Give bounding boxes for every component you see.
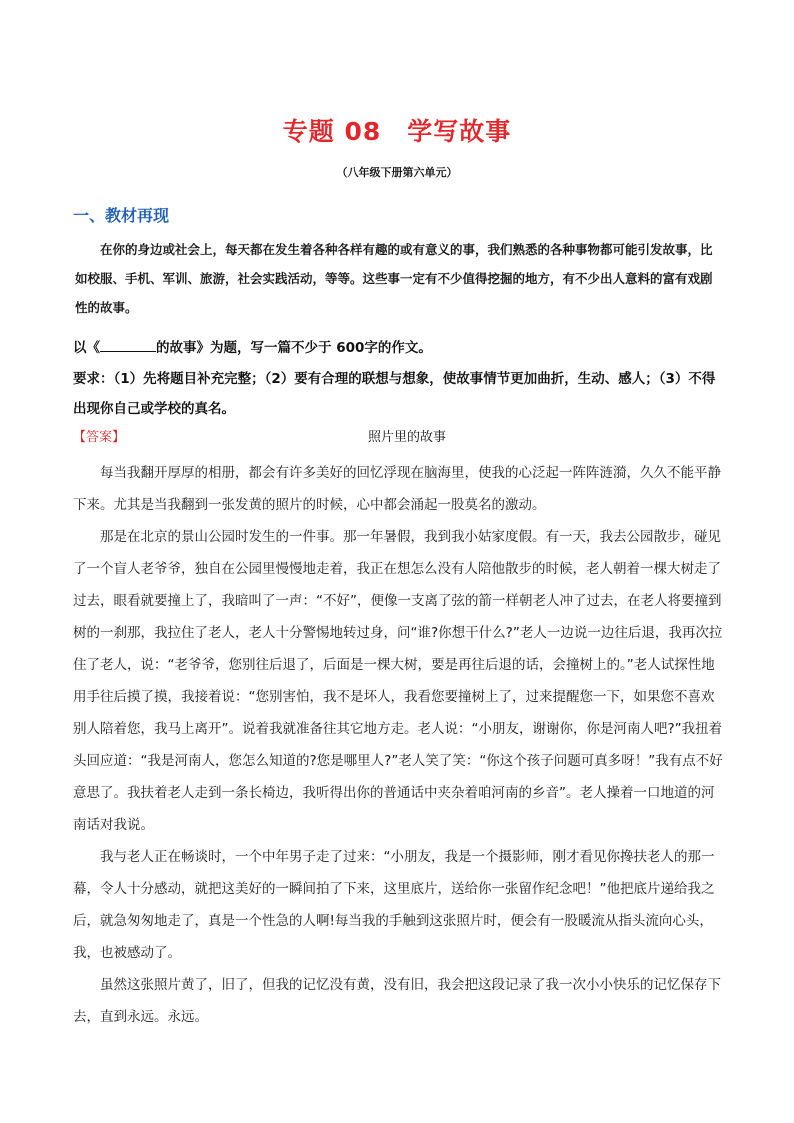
title-topic-number: 专题 08 bbox=[282, 117, 382, 146]
fill-in-blank bbox=[100, 337, 156, 352]
answer-label: 【答案】 bbox=[73, 430, 126, 445]
page-subtitle: （八年级下册第六单元） bbox=[336, 166, 458, 179]
answer-header bbox=[73, 427, 725, 449]
story-paragraph: 虽然这张照片黄了，旧了，但我的记忆没有黄，没有旧，我会把这段记录了我一次小小快乐的记忆保存下去，直到永远。永远。 bbox=[73, 977, 721, 1025]
story-body bbox=[73, 457, 725, 1033]
intro-paragraph: 在你的身边或社会上，每天都在发生着各种各样有趣的或有意义的事，我们熟悉的各种事物都可能引发故事，比如校服、手机、军训、旅游，社会实践活动，等等。这些事一定有不少值得挖掘的地方，有不少出人意料的富有戏剧性的故事。 bbox=[75, 242, 713, 315]
story-paragraph: 每当我翻开厚厚的相册，都会有许多美好的回忆浮现在脑海里，使我的心泛起一阵阵涟漪，久久不能平静下来。尤其是当我翻到一张发黄的照片的时候，心中都会涌起一股莫名的激动。 bbox=[73, 465, 721, 513]
story-title: 照片里的故事 bbox=[368, 430, 447, 445]
section-heading: 一、教材再现 bbox=[73, 206, 170, 225]
story-paragraph: 我与老人正在畅谈时，一个中年男子走了过来：“小朋友，我是一个摄影师，刚才看见你搀扶老人的那一幕，令人十分感动，就把这美好的一瞬间拍了下来，这里底片，送给你一张留作纪念吧！”他把底片递给我之后，就急匆匆地走了，真是一个性急的人啊!每当我的手触到这张照片时，便会有一股暖流从指头流向心头，我，也被感动了。 bbox=[73, 849, 715, 961]
story-paragraph: 那是在北京的景山公园时发生的一件事。那一年暑假，我到我小姑家度假。有一天，我去公园散步，碰见了一个盲人老爷爷，独自在公园里慢慢地走着，我正在想怎么没有人陪他散步的时候，老人朝着一棵大树走了过去，眼看就要撞上了，我暗叫了一声：“不好”，便像一支离了弦的箭一样朝老人冲了过去，在老人将要撞到树的一刹那，我拉住了老人，老人十分警惕地转过身，问“谁?你想干什么?”老人一边说一边往后退，我再次拉住了老人，说：“老爷爷，您别往后退了，后面是一棵大树，要是再往后退的话，会撞树上的。”老人试探性地用手往后摸了摸，我接着说：“您别害怕，我不是坏人，我看您要撞树上了，过来提醒您一下，如果您不喜欢别人陪着您，我马上离开”。说着我就准备往其它地方走。老人说：“小朋友，谢谢你，你是河南人吧?”我扭着头回应道：“我是河南人，您怎么知道的?您是哪里人?”老人笑了笑：“你这个孩子问题可真多呀！”我有点不好意思了。我扶着老人走到一条长椅边，我听得出你的普通话中夹杂着咱河南的乡音”。老人操着一口地道的河南话对我说。 bbox=[73, 529, 723, 833]
title-topic-name: 学写故事 bbox=[407, 117, 512, 146]
prompt-suffix: 的故事》为题，写一篇不少于 600字的作文。 bbox=[156, 340, 432, 356]
essay-requirements: 要求：（1）先将题目补充完整；（2）要有合理的联想与想象，使故事情节更加曲折，生动、感人；（3）不得出现你自己或学校的真名。 bbox=[73, 371, 716, 417]
essay-prompt bbox=[73, 334, 725, 363]
page-title bbox=[0, 112, 794, 148]
prompt-prefix: 以《 bbox=[73, 340, 100, 356]
